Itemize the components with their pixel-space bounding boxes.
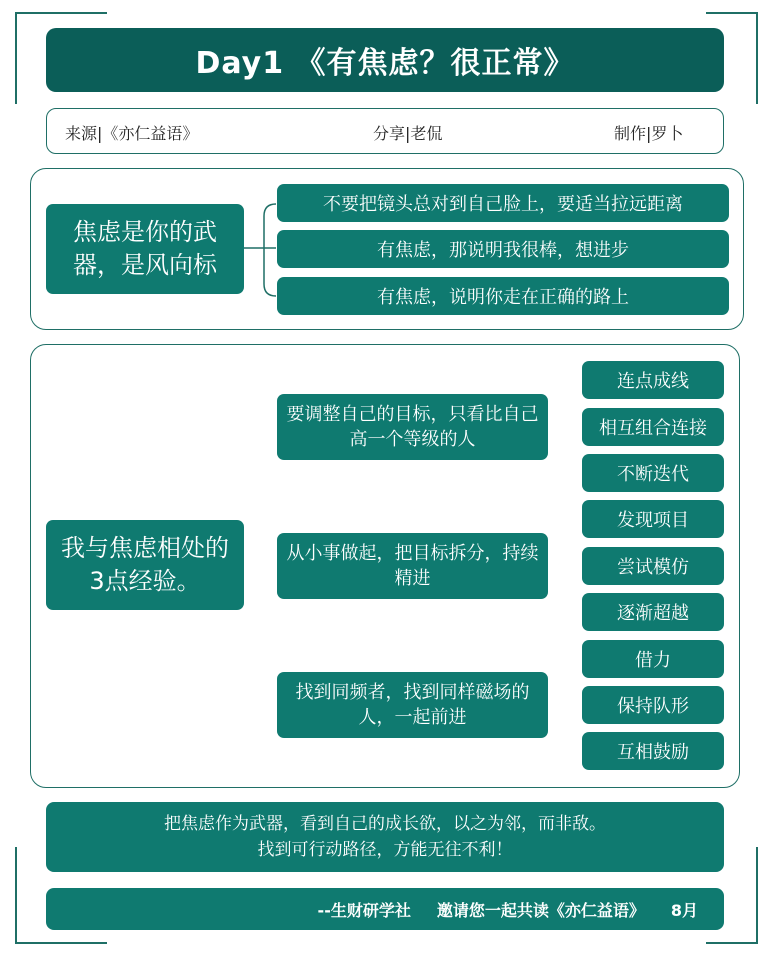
group-3-node: 找到同频者，找到同样磁场的人，一起前进 (277, 672, 548, 738)
footer-month: 8月 (670, 900, 698, 920)
footer-bar (46, 888, 724, 930)
source-label: 来源|《亦仁益语》 (65, 124, 199, 143)
maker-label: 制作|罗卜 (614, 124, 684, 143)
page-title: Day1 《有焦虑？很正常》 (46, 28, 724, 92)
section1-main-node: 焦虑是你的武器，是风向标 (46, 204, 244, 294)
summary-box (46, 802, 724, 872)
section1-item-2: 有焦虑，那说明我很棒，想进步 (277, 230, 729, 268)
group-2-leaf-2: 尝试模仿 (582, 547, 724, 585)
share-label: 分享|老侃 (373, 124, 443, 143)
group-3-leaf-1: 借力 (582, 640, 724, 678)
section1-item-3: 有焦虑，说明你走在正确的路上 (277, 277, 729, 315)
footer-invite: 邀请您一起共读《亦仁益语》 (436, 900, 645, 920)
summary-line-2: 找到可行动路径，方能无往不利！ (257, 840, 513, 860)
group-3-leaf-3: 互相鼓励 (582, 732, 724, 770)
section1-item-1: 不要把镜头总对到自己脸上，要适当拉远距离 (277, 184, 729, 222)
group-2-node: 从小事做起，把目标拆分，持续精进 (277, 533, 548, 599)
group-3-leaf-2: 保持队形 (582, 686, 724, 724)
section2-main-node: 我与焦虑相处的3点经验。 (46, 520, 244, 610)
summary-line-1: 把焦虑作为武器，看到自己的成长欲，以之为邻，而非敌。 (164, 814, 606, 834)
footer-org: --生财研学社 (317, 900, 411, 920)
group-1-leaf-1: 连点成线 (582, 361, 724, 399)
group-1-node: 要调整自己的目标，只看比自己高一个等级的人 (277, 394, 548, 460)
group-1-leaf-3: 不断迭代 (582, 454, 724, 492)
group-2-leaf-1: 发现项目 (582, 500, 724, 538)
group-2-leaf-3: 逐渐超越 (582, 593, 724, 631)
group-1-leaf-2: 相互组合连接 (582, 408, 724, 446)
